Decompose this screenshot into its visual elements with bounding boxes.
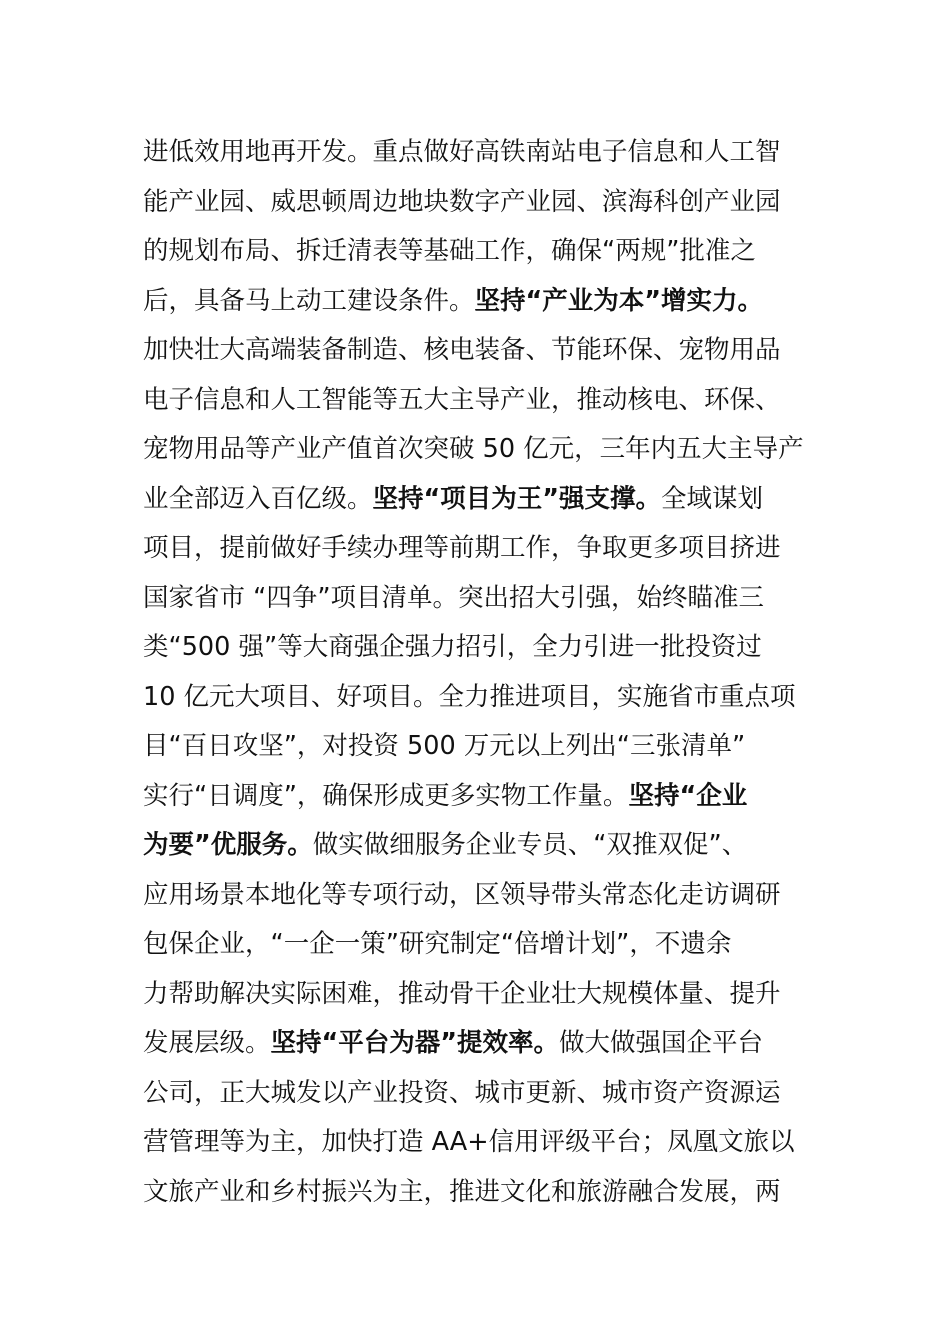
body-text-run: 类“500 强”等大商强企强力招引，全力引进一批投资过: [143, 632, 762, 662]
body-text-run: 包保企业，“一企一策”研究制定“倍增计划”，不遗余: [143, 929, 732, 959]
text-line: [143, 920, 813, 970]
body-text-run: 电子信息和人工智能等五大主导产业，推动核电、环保、: [143, 384, 781, 415]
text-line: [143, 1168, 813, 1218]
body-text-run: 宠物用品等产业产值首次突破 50 亿元，三年内五大主导产: [143, 434, 804, 464]
text-line: [143, 376, 813, 426]
body-text-run: 公司，正大城发以产业投资、城市更新、城市资产资源运: [143, 1077, 781, 1108]
body-text-run: 能产业园、威思顿周边地块数字产业园、滨海科创产业园: [143, 186, 781, 217]
body-text-run: 应用场景本地化等专项行动，区领导带头常态化走访调研: [143, 879, 781, 910]
text-line: [143, 821, 813, 871]
text-line: [143, 871, 813, 921]
body-text-run: 做大做强国企平台: [559, 1028, 764, 1058]
text-line: [143, 326, 813, 376]
body-text-run: 实行“日调度”，确保形成更多实物工作量。: [143, 780, 629, 811]
text-line: [143, 623, 813, 673]
text-line: [143, 574, 813, 624]
body-text-run: 项目，提前做好手续办理等前期工作，争取更多项目挤进: [143, 533, 781, 563]
bold-heading-text: 坚持“企业: [628, 780, 748, 811]
text-line: [143, 673, 813, 723]
bold-heading-text: 坚持“项目为王”强支撑。: [372, 483, 662, 514]
bold-heading-text: 为要”优服务。: [143, 830, 313, 860]
body-text-run: 全域谋划: [661, 483, 764, 514]
body-text-run: 力帮助解决实际困难，推动骨干企业壮大规模体量、提升: [143, 978, 781, 1009]
text-line: [143, 722, 813, 772]
text-line: [143, 1019, 813, 1069]
text-line: [143, 970, 813, 1020]
body-text-run: 发展层级。: [143, 1028, 271, 1058]
text-line: [143, 524, 813, 574]
body-text-run: 营管理等为主，加快打造 AA+信用评级平台；凤凰文旅以: [143, 1127, 795, 1157]
body-text-run: 业全部迈入百亿级。: [143, 483, 373, 514]
text-line: [143, 128, 813, 178]
text-line: [143, 425, 813, 475]
text-line: [143, 178, 813, 228]
body-text-run: 进低效用地再开发。重点做好高铁南站电子信息和人工智: [143, 137, 781, 167]
text-line: [143, 1118, 813, 1168]
bold-heading-text: 坚持“平台为器”提效率。: [270, 1028, 560, 1058]
text-line: [143, 1069, 813, 1119]
text-line: [143, 475, 813, 525]
body-text-run: 后，具备马上动工建设条件。: [143, 285, 475, 316]
body-text-run: 目“百日攻坚”，对投资 500 万元以上列出“三张清单”: [143, 731, 746, 761]
body-text-run: 加快壮大高端装备制造、核电装备、节能环保、宠物用品: [143, 335, 781, 365]
text-line: [143, 277, 813, 327]
bold-heading-text: 坚持“产业为本”增实力。: [474, 285, 764, 316]
body-text-run: 国家省市 “四争”项目清单。突出招大引强，始终瞄准三: [143, 582, 765, 613]
body-text-run: 做实做细服务企业专员、“双推双促”、: [312, 830, 748, 860]
body-text-run: 的规划布局、拆迁清表等基础工作，确保“两规”批准之: [143, 236, 756, 266]
text-line: [143, 772, 813, 822]
body-text: [143, 128, 813, 1217]
body-text-run: 文旅产业和乡村振兴为主，推进文化和旅游融合发展，两: [143, 1176, 781, 1207]
body-text-run: 10 亿元大项目、好项目。全力推进项目，实施省市重点项: [143, 681, 796, 712]
text-line: [143, 227, 813, 277]
